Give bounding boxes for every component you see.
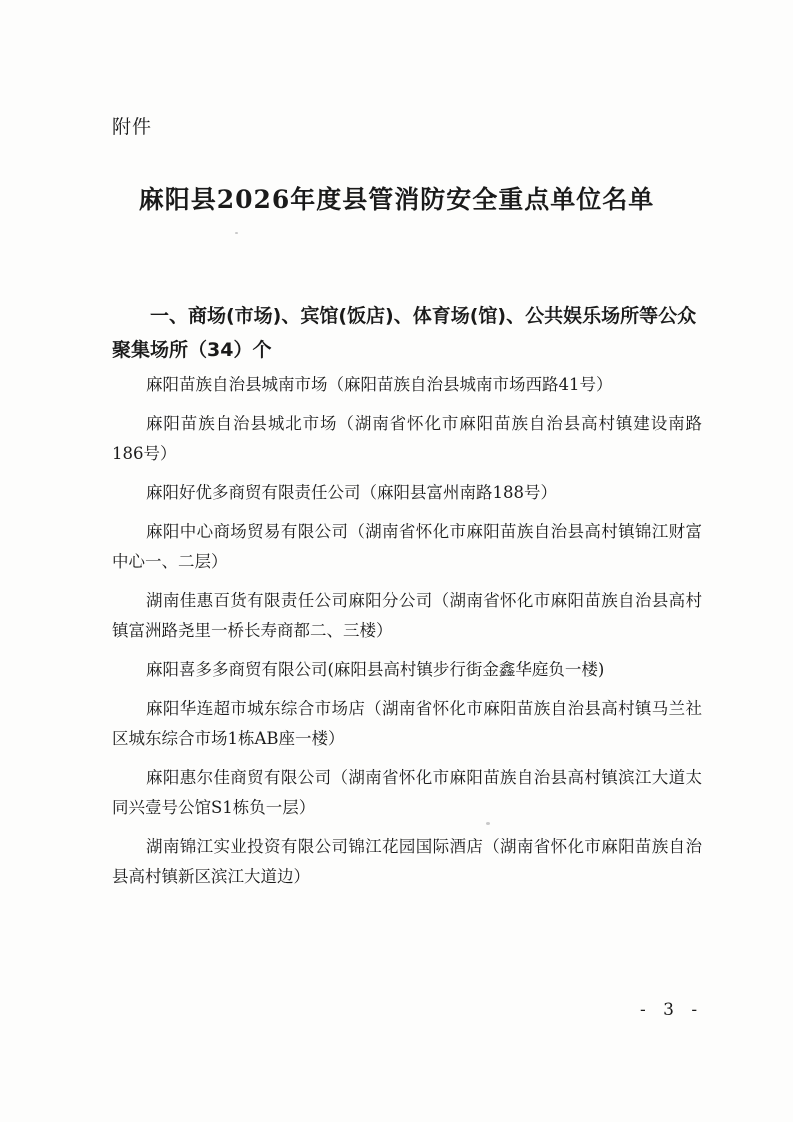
list-item: 湖南锦江实业投资有限公司锦江花园国际酒店（湖南省怀化市麻阳苗族自治县高村镇新区滨江大道边） bbox=[112, 837, 702, 886]
attachment-label: 附件 bbox=[112, 116, 153, 138]
list-item: 湖南佳惠百货有限责任公司麻阳分公司（湖南省怀化市麻阳苗族自治县高村镇富洲路尧里一桥长寿商都二、三楼） bbox=[112, 591, 702, 640]
list-item: 麻阳喜多多商贸有限公司(麻阳县高村镇步行街金鑫华庭负一楼) bbox=[146, 660, 605, 679]
unit-list bbox=[112, 370, 702, 901]
document-title: 麻阳县2026年度县管消防安全重点单位名单 bbox=[138, 185, 655, 214]
list-item: 麻阳中心商场贸易有限公司（湖南省怀化市麻阳苗族自治县高村镇锦江财富中心一、二层） bbox=[112, 522, 702, 571]
scan-speck bbox=[486, 822, 490, 825]
list-item: 麻阳苗族自治县城南市场（麻阳苗族自治县城南市场西路41号） bbox=[146, 375, 613, 394]
list-item: 麻阳好优多商贸有限责任公司（麻阳县富州南路188号） bbox=[146, 483, 557, 502]
section-heading: 一、商场(市场)、宾馆(饭店)、体育场(馆)、公共娱乐场所等公众聚集场所（34）个 bbox=[112, 305, 697, 361]
scan-speck bbox=[235, 232, 238, 234]
list-item: 麻阳惠尔佳商贸有限公司（湖南省怀化市麻阳苗族自治县高村镇滨江大道太同兴壹号公馆S1栋负一层） bbox=[112, 768, 702, 817]
list-item: 麻阳华连超市城东综合市场店（湖南省怀化市麻阳苗族自治县高村镇马兰社区城东综合市场1栋AB座一楼） bbox=[112, 699, 702, 748]
page-number: - 3 - bbox=[640, 1000, 704, 1020]
list-item: 麻阳苗族自治县城北市场（湖南省怀化市麻阳苗族自治县高村镇建设南路186号） bbox=[112, 414, 702, 463]
